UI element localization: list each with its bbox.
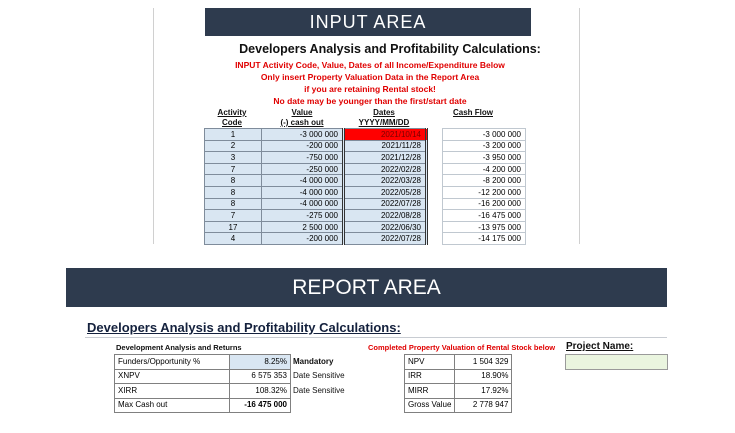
input-row <box>205 175 526 187</box>
input-row <box>205 221 526 233</box>
cash-flow-cell: -14 175 000 <box>443 233 526 245</box>
input-row <box>205 233 526 245</box>
input-area-title: Developers Analysis and Profitability Calculations: <box>239 42 541 56</box>
input-row <box>205 163 526 175</box>
col-header-cash-out: (-) cash out <box>280 118 324 127</box>
activity-code-cell[interactable]: 17 <box>205 221 262 233</box>
input-row <box>205 198 526 210</box>
spacer-cell <box>427 221 443 233</box>
instruction-line-3: if you are retaining Rental stock! <box>304 84 436 94</box>
col-header-date-format: YYYY/MM/DD <box>358 118 410 127</box>
cash-flow-cell: -3 950 000 <box>443 152 526 164</box>
returns-note: Date Sensitive <box>293 385 345 395</box>
cash-flow-cell: -13 975 000 <box>443 221 526 233</box>
rental-value: 1 504 329 <box>455 355 512 370</box>
rental-row <box>405 355 512 370</box>
returns-label: Max Cash out <box>115 398 230 413</box>
rental-table <box>404 354 512 413</box>
input-row <box>205 210 526 222</box>
input-row <box>205 186 526 198</box>
date-cell[interactable]: 2022/06/30 <box>344 221 427 233</box>
cash-flow-cell: -12 200 000 <box>443 186 526 198</box>
date-cell[interactable]: 2022/03/28 <box>344 175 427 187</box>
returns-row <box>115 369 349 384</box>
date-cell[interactable]: 2022/02/28 <box>344 163 427 175</box>
activity-code-cell[interactable]: 7 <box>205 163 262 175</box>
spacer-cell <box>427 233 443 245</box>
value-cell[interactable]: -250 000 <box>262 163 344 175</box>
returns-subtitle: Development Analysis and Returns <box>116 343 242 352</box>
date-cell[interactable]: 2022/05/28 <box>344 186 427 198</box>
rental-subtitle: Completed Property Valuation of Rental Stock below <box>368 343 556 352</box>
spacer-cell <box>427 186 443 198</box>
cash-flow-cell: -3 200 000 <box>443 140 526 152</box>
value-cell[interactable]: -200 000 <box>262 233 344 245</box>
value-cell[interactable]: -4 000 000 <box>262 186 344 198</box>
value-cell[interactable]: 2 500 000 <box>262 221 344 233</box>
date-cell[interactable]: 2022/07/28 <box>344 233 427 245</box>
returns-label: XNPV <box>115 369 230 384</box>
col-header-activity: Activity <box>217 108 247 117</box>
spacer-cell <box>427 163 443 175</box>
input-table <box>204 128 526 245</box>
returns-label: XIRR <box>115 384 230 399</box>
col-header-dates: Dates <box>373 108 395 117</box>
input-row <box>205 129 526 141</box>
instruction-line-4: No date may be younger than the first/start date <box>273 96 467 106</box>
value-cell[interactable]: -4 000 000 <box>262 198 344 210</box>
returns-row <box>115 398 349 413</box>
value-cell[interactable]: -275 000 <box>262 210 344 222</box>
project-name-input[interactable] <box>565 354 668 370</box>
activity-code-cell[interactable]: 3 <box>205 152 262 164</box>
rental-value: 17.92% <box>455 384 512 399</box>
value-cell[interactable]: -750 000 <box>262 152 344 164</box>
cash-flow-cell: -16 200 000 <box>443 198 526 210</box>
value-cell[interactable]: -3 000 000 <box>262 129 344 141</box>
input-row <box>205 152 526 164</box>
rental-label: MIRR <box>405 384 455 399</box>
value-cell[interactable]: -4 000 000 <box>262 175 344 187</box>
spacer-cell <box>427 198 443 210</box>
cash-flow-cell: -8 200 000 <box>443 175 526 187</box>
rental-row <box>405 384 512 399</box>
returns-note: Mandatory <box>293 356 334 366</box>
returns-label: Funders/Opportunity % <box>115 355 230 370</box>
input-row <box>205 140 526 152</box>
date-cell[interactable]: 2022/08/28 <box>344 210 427 222</box>
rental-row <box>405 369 512 384</box>
returns-value: 108.32% <box>230 384 291 399</box>
returns-note <box>291 398 349 413</box>
returns-value: 6 575 353 <box>230 369 291 384</box>
report-divider <box>85 337 667 338</box>
project-name-label: Project Name: <box>566 341 634 352</box>
report-area-title: Developers Analysis and Profitability Calculations: <box>87 320 401 335</box>
rental-label: IRR <box>405 369 455 384</box>
rental-label: Gross Value <box>405 398 455 413</box>
date-cell[interactable]: 2022/07/28 <box>344 198 427 210</box>
col-header-code: Code <box>222 118 242 127</box>
returns-value: -16 475 000 <box>230 398 291 413</box>
cash-flow-cell: -4 200 000 <box>443 163 526 175</box>
report-area-header: REPORT AREA <box>66 268 667 307</box>
cash-flow-cell: -3 000 000 <box>443 129 526 141</box>
activity-code-cell[interactable]: 8 <box>205 175 262 187</box>
date-cell[interactable]: 2021/10/14 <box>344 129 427 141</box>
col-header-value: Value <box>291 108 313 117</box>
activity-code-cell[interactable]: 8 <box>205 198 262 210</box>
spacer-cell <box>427 140 443 152</box>
cash-flow-cell: -16 475 000 <box>443 210 526 222</box>
value-cell[interactable]: -200 000 <box>262 140 344 152</box>
input-area-header: INPUT AREA <box>205 8 531 36</box>
rental-value: 18.90% <box>455 369 512 384</box>
activity-code-cell[interactable]: 7 <box>205 210 262 222</box>
spacer-cell <box>427 210 443 222</box>
returns-row <box>115 355 349 370</box>
col-header-cash-flow: Cash Flow <box>452 108 493 117</box>
activity-code-cell[interactable]: 2 <box>205 140 262 152</box>
activity-code-cell[interactable]: 1 <box>205 129 262 141</box>
rental-row <box>405 398 512 413</box>
returns-row <box>115 384 349 399</box>
rental-label: NPV <box>405 355 455 370</box>
activity-code-cell[interactable]: 4 <box>205 233 262 245</box>
instruction-line-1: INPUT Activity Code, Value, Dates of all Income/Expenditure Below <box>235 60 505 70</box>
instruction-line-2: Only insert Property Valuation Data in the Report Area <box>260 72 480 82</box>
spacer-cell <box>427 175 443 187</box>
returns-value[interactable]: 8.25% <box>230 355 291 370</box>
activity-code-cell[interactable]: 8 <box>205 186 262 198</box>
spacer-cell <box>427 152 443 164</box>
returns-table <box>114 354 349 413</box>
spacer-cell <box>427 129 443 141</box>
rental-value: 2 778 947 <box>455 398 512 413</box>
date-cell[interactable]: 2021/12/28 <box>344 152 427 164</box>
returns-note: Date Sensitive <box>293 371 345 381</box>
date-cell[interactable]: 2021/11/28 <box>344 140 427 152</box>
